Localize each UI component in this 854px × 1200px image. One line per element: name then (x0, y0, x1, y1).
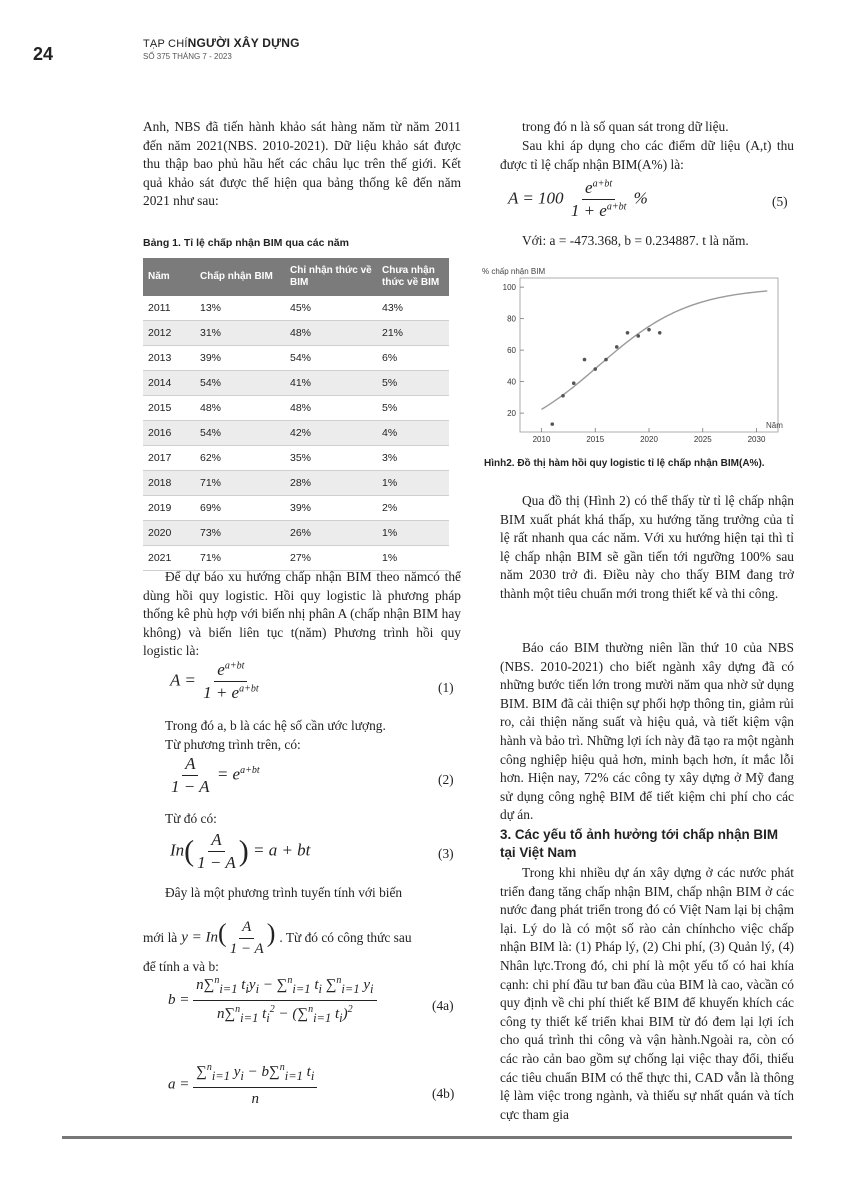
left-paragraph-5: Từ đó có: (165, 811, 217, 826)
x-tick-label: 2020 (640, 435, 658, 444)
table-cell: 48% (195, 396, 285, 421)
table-header-cell: Chỉ nhận thức về BIM (285, 258, 377, 296)
left-paragraph-8: để tính a và b: (143, 959, 219, 974)
left-paragraph-3: Trong đó a, b là các hệ số cần ước lượng. (165, 718, 386, 733)
y-tick-label: 20 (507, 409, 516, 419)
x-axis-label: Năm (766, 421, 783, 430)
data-point (561, 394, 565, 398)
table-row (143, 346, 449, 371)
table-cell: 4% (377, 421, 449, 446)
equation-4b-number: (4b) (432, 1086, 455, 1101)
table-cell: 1% (377, 546, 449, 571)
data-point (572, 381, 576, 385)
left-paragraph-2: Để dự báo xu hướng chấp nhận BIM theo nămcó thể dùng hồi quy logistic. Hồi quy logistic là phương pháp thống kê phù hợp với biến nhị phân A (chấp nhận BIM hay không) và biến liên tục t(năm) Phương trình hồi quy logistic là: (143, 569, 461, 659)
x-tick-label: 2010 (532, 435, 551, 444)
data-point (647, 328, 651, 332)
table-cell: 48% (285, 396, 377, 421)
bim-adoption-table (143, 258, 449, 571)
table-cell: 39% (195, 346, 285, 371)
equation-2: $\frac{A}{1 - A}$ = $e^{a+bt}$ (171, 754, 260, 796)
left-paragraph-1: Anh, NBS đã tiến hành khảo sát hàng năm từ năm 2011 đến năm 2021(NBS. 2010-2021). Dữ liệu khảo sát được thu thập bao phủ hầu hết các châu lục trên thế giới. Kết quả khảo sát được thể hiện qua bảng thống kê đến năm 2021 như sau: (143, 119, 461, 209)
data-point (636, 334, 640, 338)
table-cell: 21% (377, 321, 449, 346)
left-paragraph-7-start: mới là (143, 929, 178, 945)
table-cell: 54% (285, 346, 377, 371)
table-cell: 48% (285, 321, 377, 346)
table-row (143, 321, 449, 346)
right-paragraph-1: trong đó n là số quan sát trong dữ liệu. (522, 119, 729, 134)
x-tick-label: 2025 (693, 435, 712, 444)
right-paragraph-3: Với: a = -473.368, b = 0.234887. t là năm. (522, 233, 749, 248)
table-cell: 2018 (143, 471, 195, 496)
table-cell: 2021 (143, 546, 195, 571)
equation-4b: a = $\frac{\sum^n_{i=1} y_i - b\sum^n_{i=1} t_i}{n}$ (168, 1062, 317, 1108)
equation-3-number: (3) (438, 846, 454, 861)
footer-rule (62, 1136, 792, 1139)
table-row (143, 496, 449, 521)
table-cell: 27% (285, 546, 377, 571)
table-cell: 45% (285, 296, 377, 321)
y-tick-label: 80 (507, 314, 516, 324)
table-cell: 71% (195, 546, 285, 571)
right-paragraph-4: Qua đồ thị (Hình 2) có thể thấy từ tỉ lệ chấp nhận BIM xuất phát khá thấp, xu hướng tăng trưởng của tỉ lệ rất nhanh qua các năm. Với xu hướng hiện tại thì tỉ lệ chấp nhận BIM sẽ gần tiến tới ngưỡng 100% sau năm 2030 trở đi. Điều này cho thấy BIM đang trở thành một tiêu chuẩn mới trong thiết kế và thi công. (500, 493, 794, 601)
table-cell: 69% (195, 496, 285, 521)
table-cell: 1% (377, 471, 449, 496)
table-row (143, 546, 449, 571)
y-tick-label: 100 (502, 283, 516, 293)
page-number: 24 (33, 44, 54, 64)
table-cell: 62% (195, 446, 285, 471)
chart-caption: Hình2. Đồ thị hàm hồi quy logistic tỉ lệ chấp nhận BIM(A%). (484, 458, 765, 469)
table-cell: 43% (377, 296, 449, 321)
table-cell: 35% (285, 446, 377, 471)
table-cell: 2012 (143, 321, 195, 346)
table-row (143, 421, 449, 446)
table-cell: 41% (285, 371, 377, 396)
right-paragraph-2: Sau khi áp dụng cho các điểm dữ liệu (A,t) thu được tỉ lệ chấp nhận BIM(A%) là: (500, 138, 794, 172)
equation-4a-number: (4a) (432, 998, 454, 1013)
table-cell: 1% (377, 521, 449, 546)
table-row (143, 446, 449, 471)
table-row (143, 371, 449, 396)
journal-title (143, 36, 300, 50)
table-cell: 2011 (143, 296, 195, 321)
table-row (143, 396, 449, 421)
right-paragraph-5: Báo cáo BIM thường niên lần thứ 10 của NBS (NBS. 2010-2021) cho biết ngành xây dựng đã có những bước tiến lớn trong mười năm qua nhờ sử dụng BIM. BIM đã cải thiện sự phối hợp thông tin, giảm rủi ro, cải thiện năng suất và hiệu quả, và tiết kiệm vận hành và bảo trì. Những lợi ích này đã tạo ra một ngành công nghiệp hiệu quả hơn, minh bạch hơn, ít mắc lỗi hơn. Hiện nay, 72% các công ty xây dựng ở Mỹ đang sử dụng công nghệ BIM để tiết kiệm chi phí cho các dự án. (500, 640, 794, 823)
table-cell: 71% (195, 471, 285, 496)
table-cell: 2020 (143, 521, 195, 546)
table-cell: 5% (377, 396, 449, 421)
data-point (658, 331, 662, 335)
table-header-cell: Năm (143, 258, 195, 296)
data-point (604, 358, 608, 362)
table-cell: 2015 (143, 396, 195, 421)
table-cell: 31% (195, 321, 285, 346)
left-paragraph-4: Từ phương trình trên, có: (165, 737, 301, 752)
table-cell: 3% (377, 446, 449, 471)
table-cell: 39% (285, 496, 377, 521)
table-header-row (143, 258, 449, 296)
journal-issue: SỐ 375 THÁNG 7 - 2023 (143, 52, 232, 61)
left-paragraph-7-end: . Từ đó có công thức sau (279, 929, 412, 945)
table-cell: 2014 (143, 371, 195, 396)
table-cell: 26% (285, 521, 377, 546)
table-cell: 54% (195, 371, 285, 396)
journal-prefix: TẠP CHÍ (143, 38, 188, 50)
data-point (626, 331, 630, 335)
right-paragraph-6: Trong khi nhiều dự án xây dựng ở các nước phát triển đang tăng chấp nhận BIM, chấp nhận BIM ở các nước đang phát triển trong đó có Việt Nam lại bị chậm lại. Lý do là có một số rào cản chínhcho việc chấp nhận BIM là: (1) Pháp lý, (2) Chi phí, (3) Quản lý, (4) Nhân lực.Trong đó, chi phí là một yếu tố có hai khía cạnh: chi phí đầu tư ban đầu của BIM là cao, vàcần có quy định về chi phí thiết kế BIM để khuyến khích các công ty thiết kế triển khai BIM từ đó đem lại lợi ích cho quá trình thi công và vận hành.Ngoài ra, còn có các rào cản bao gồm sự chống lại việc thay đổi, thiếu các tiêu chuẩn BIM có thể thực thi, CAD vẫn là thông lệ làm việc trong ngành, và thiếu sự nhất quán và tích cực tham gia (500, 865, 794, 1122)
table-row (143, 296, 449, 321)
left-paragraph-7: mới là y = In( $\frac{A}{1 - A}$ ) . Từ đó có công thức sau (143, 918, 412, 957)
y-tick-label: 40 (507, 377, 516, 387)
equation-1-number: (1) (438, 680, 454, 695)
table-header-cell: Chưa nhận thức về BIM (377, 258, 449, 296)
equation-5-number: (5) (772, 194, 788, 209)
data-point (583, 358, 587, 362)
logistic-curve (542, 291, 768, 409)
table-row (143, 521, 449, 546)
table-cell: 2% (377, 496, 449, 521)
data-point (550, 422, 554, 426)
journal-name: NGƯỜI XÂY DỰNG (187, 36, 300, 50)
table-cell: 28% (285, 471, 377, 496)
logistic-regression-chart (478, 262, 798, 450)
x-tick-label: 2015 (586, 435, 605, 444)
table-cell: 6% (377, 346, 449, 371)
table-cell: 2016 (143, 421, 195, 446)
table-title: Bảng 1. Tỉ lệ chấp nhận BIM qua các năm (143, 237, 349, 249)
section-heading: 3. Các yếu tố ảnh hưởng tới chấp nhận BIM tại Việt Nam (500, 827, 778, 860)
equation-4a: b = $\frac{n\sum^n_{i=1} t_iy_i - \sum^n_{i=1} t_i \sum^n_{i=1} y_i}{n\sum^n_{i=1} t_i^2 - (\sum^n_{i=1} t_i)^2}$ (168, 975, 377, 1026)
equation-5: A = 100 $\frac{e^{a+bt}}{1 + e^{a+bt}}$ % (508, 178, 648, 220)
table-cell: 2019 (143, 496, 195, 521)
table-cell: 2013 (143, 346, 195, 371)
equation-1: A = $\frac{e^{a+bt}}{1 + e^{a+bt}}$ (170, 660, 259, 702)
x-tick-label: 2030 (747, 435, 766, 444)
table-cell: 13% (195, 296, 285, 321)
equation-3: In( $\frac{A}{1 - A}$ ) = a + bt (170, 830, 311, 872)
table-cell: 73% (195, 521, 285, 546)
table-row (143, 471, 449, 496)
table-cell: 54% (195, 421, 285, 446)
plot-frame (520, 278, 778, 432)
left-paragraph-6: Đây là một phương trình tuyến tính với biến (165, 885, 403, 900)
y-tick-label: 60 (507, 346, 516, 356)
equation-2-number: (2) (438, 772, 454, 787)
data-point (615, 345, 619, 349)
data-point (593, 367, 597, 371)
table-cell: 42% (285, 421, 377, 446)
y-axis-label: % chấp nhận BIM (482, 267, 546, 276)
table-header-cell: Chấp nhận BIM (195, 258, 285, 296)
table-cell: 5% (377, 371, 449, 396)
table-cell: 2017 (143, 446, 195, 471)
